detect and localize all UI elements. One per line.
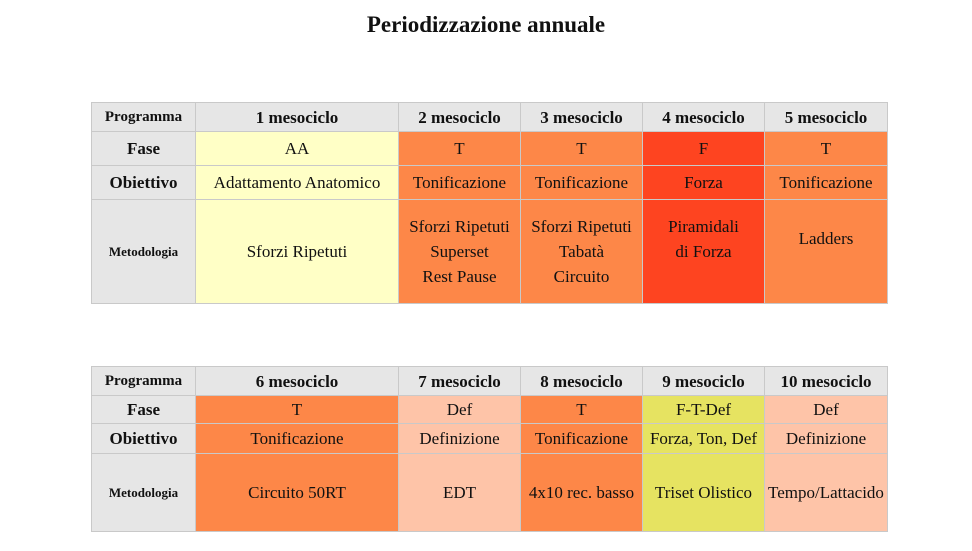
row-label-programma: Programma [92,367,196,396]
obiettivo-cell: Tonificazione [196,424,399,454]
metodologia-cell [521,200,643,304]
column-header: 2 mesociclo [399,103,521,132]
column-header: 7 mesociclo [399,367,521,396]
fase-cell: T [521,132,643,166]
metodologia-cell: Tempo/Lattacido [765,454,888,532]
row-label-obiettivo: Obiettivo [92,166,196,200]
table-row-fase [92,396,888,424]
metodologia-cell: Circuito 50RT [196,454,399,532]
metodologia-line: Sforzi Ripetuti [409,217,510,236]
column-header: 1 mesociclo [196,103,399,132]
row-label-programma: Programma [92,103,196,132]
row-label-obiettivo: Obiettivo [92,424,196,454]
metodologia-line: Rest Pause [422,267,497,286]
metodologia-line: Sforzi Ripetuti [531,217,632,236]
column-header: 4 mesociclo [643,103,765,132]
table-row-metodologia [92,454,888,532]
obiettivo-cell: Tonificazione [521,424,643,454]
column-header: 9 mesociclo [643,367,765,396]
table-row-programma [92,103,888,132]
fase-cell: T [399,132,521,166]
column-header: 6 mesociclo [196,367,399,396]
periodization-table-1 [91,102,888,304]
fase-cell: Def [399,396,521,424]
metodologia-line: Piramidali [668,217,739,236]
periodization-table-2 [91,366,888,532]
table-row-obiettivo [92,424,888,454]
metodologia-cell: EDT [399,454,521,532]
obiettivo-cell: Forza [643,166,765,200]
obiettivo-cell: Tonificazione [399,166,521,200]
metodologia-line: Sforzi Ripetuti [246,242,348,261]
obiettivo-cell: Tonificazione [521,166,643,200]
fase-cell: AA [196,132,399,166]
column-header: 8 mesociclo [521,367,643,396]
metodologia-line: Ladders [798,229,854,248]
metodologia-line: Superset [430,242,489,261]
obiettivo-cell: Definizione [765,424,888,454]
table-row-obiettivo [92,166,888,200]
column-header: 3 mesociclo [521,103,643,132]
page-title: Periodizzazione annuale [366,12,606,37]
table-row-fase [92,132,888,166]
fase-cell: Def [765,396,888,424]
obiettivo-cell: Tonificazione [765,166,888,200]
row-label-metodologia: Metodologia [92,454,196,532]
obiettivo-cell: Adattamento Anatomico [196,166,399,200]
table-row-metodologia [92,200,888,304]
metodologia-cell: Triset Olistico [643,454,765,532]
table-row-programma [92,367,888,396]
column-header: 5 mesociclo [765,103,888,132]
metodologia-line: Circuito [553,267,610,286]
metodologia-line: Tabatà [558,242,605,261]
metodologia-line: di Forza [675,242,732,261]
obiettivo-cell: Forza, Ton, Def [643,424,765,454]
row-label-fase: Fase [92,132,196,166]
fase-cell: T [521,396,643,424]
fase-cell: F [643,132,765,166]
metodologia-cell [196,200,399,304]
row-label-metodologia: Metodologia [92,200,196,304]
metodologia-cell [643,200,765,304]
obiettivo-cell: Definizione [399,424,521,454]
column-header: 10 mesociclo [765,367,888,396]
metodologia-cell [399,200,521,304]
fase-cell: T [196,396,399,424]
fase-cell: F-T-Def [643,396,765,424]
fase-cell: T [765,132,888,166]
metodologia-cell: 4x10 rec. basso [521,454,643,532]
metodologia-cell [765,200,888,304]
row-label-fase: Fase [92,396,196,424]
